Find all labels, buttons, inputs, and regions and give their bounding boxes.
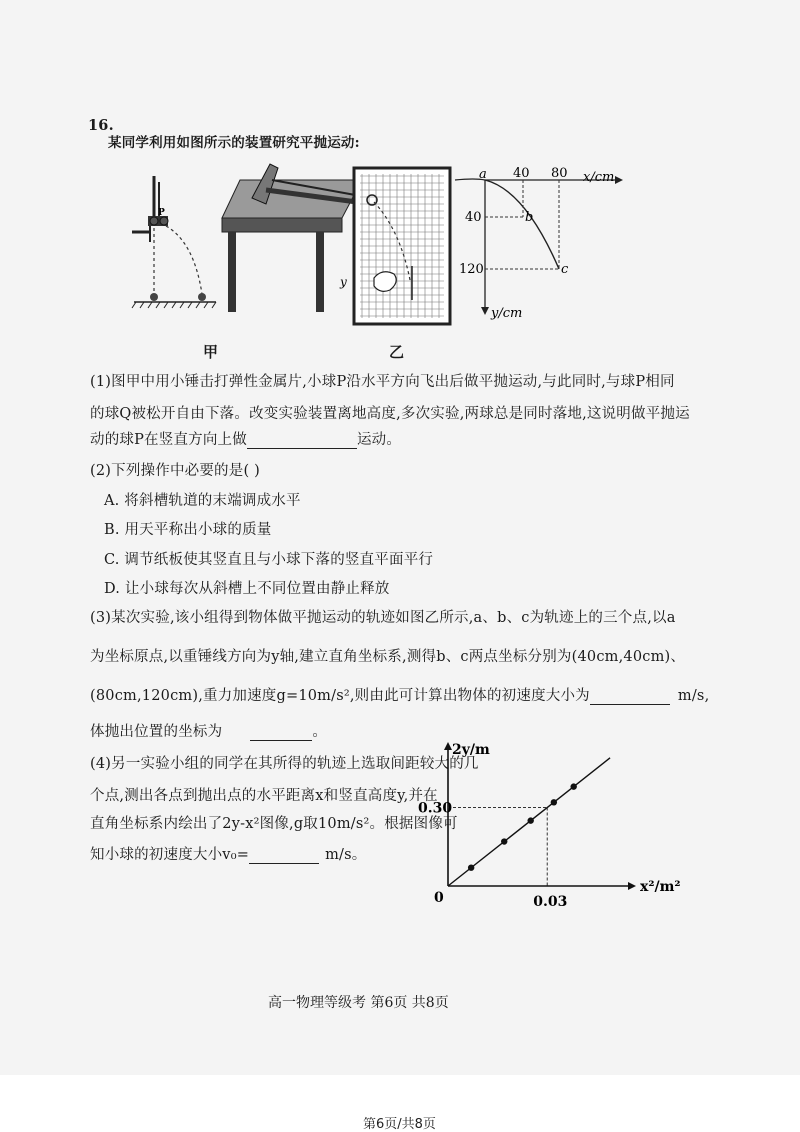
question-intro: 某同学利用如图所示的装置研究平抛运动: xyxy=(108,135,360,151)
exam-footer: 高一物理等级考 第6页 共8页 xyxy=(268,995,449,1011)
part1-line2: 的球Q被松开自由下落。改变实验装置离地高度,多次实验,两球总是同时落地,这说明做平抛运 xyxy=(90,406,690,422)
part3-line2: 为坐标原点,以重锤线方向为y轴,建立直角坐标系,测得b、c两点坐标分别为(40cm,40cm)、 xyxy=(90,649,686,665)
figure-label-jia: 甲 xyxy=(203,343,219,361)
part1-line3-a: 动的球P在竖直方向上做 xyxy=(90,432,247,448)
answer-blank-1 xyxy=(247,432,357,449)
y-axis-arrow xyxy=(444,742,452,750)
figure-bing-trajectory xyxy=(455,165,625,325)
data-point xyxy=(551,799,557,805)
part3-line4-a: 体抛出位置的坐标为 xyxy=(90,724,223,740)
part2-option-a: A. 将斜槽轨道的末端调成水平 xyxy=(104,493,301,509)
answer-blank-3 xyxy=(250,724,312,741)
yi-axis-y: y xyxy=(340,275,347,289)
part1-line1: (1)图甲中用小锤击打弹性金属片,小球P沿水平方向飞出后做平抛运动,与此同时,与球P相同 xyxy=(90,374,675,390)
part3-line4-b: 。 xyxy=(312,724,328,740)
part3-line3-b: m/s, xyxy=(677,688,710,704)
answer-blank-4 xyxy=(249,847,319,864)
figure-jia-apparatus xyxy=(126,172,226,312)
part4-line4-b: m/s。 xyxy=(325,847,367,863)
question-number: 16. xyxy=(88,117,114,134)
bing-point-a: a xyxy=(479,167,487,182)
part1-line3-b: 运动。 xyxy=(356,432,402,448)
bing-y-axis-label: y/cm xyxy=(491,306,523,321)
bing-x-tick-40: 40 xyxy=(513,166,530,181)
part4-line2: 个点,测出各点到抛出点的水平距离x和竖直高度y,并在 xyxy=(90,788,438,804)
data-point xyxy=(501,838,507,844)
origin-label: 0 xyxy=(434,890,444,906)
figure-label-yi: 乙 xyxy=(389,343,405,361)
bing-y-tick-40: 40 xyxy=(465,210,482,225)
part4-line4-a: 知小球的初速度大小v₀= xyxy=(90,847,250,863)
part4-line1: (4)另一实验小组的同学在其所得的轨迹上选取间距较大的几 xyxy=(90,756,479,772)
data-point xyxy=(570,783,576,789)
x-tick-label: 0.03 xyxy=(533,894,568,910)
bing-point-c: c xyxy=(561,262,569,277)
data-point xyxy=(527,817,533,823)
data-point xyxy=(468,864,474,870)
bing-x-axis-label: x/cm xyxy=(583,170,615,185)
part2-stem: (2)下列操作中必要的是( ) xyxy=(90,463,260,479)
y-tick-label: 0.30 xyxy=(418,800,453,817)
part3-line1: (3)某次实验,该小组得到物体做平抛运动的轨迹如图乙所示,a、b、c为轨迹上的三个点,以a xyxy=(90,610,676,626)
graph-2y-x2 xyxy=(418,740,681,910)
answer-blank-2 xyxy=(590,688,670,705)
part2-option-b: B. 用天平称出小球的质量 xyxy=(104,522,272,538)
x-axis-label: x²/m² xyxy=(640,879,681,895)
part3-line3-a: (80cm,120cm),重力加速度g=10m/s²,则由此可计算出物体的初速度大小为 xyxy=(90,688,590,704)
part2-option-d: D. 让小球每次从斜槽上不同位置由静止释放 xyxy=(104,581,390,597)
x-axis-arrow xyxy=(628,882,636,890)
figure-yi-apparatus xyxy=(222,160,456,328)
bing-y-tick-120: 120 xyxy=(459,262,484,277)
part2-option-c: C. 调节纸板使其竖直且与小球下落的竖直平面平行 xyxy=(104,552,434,568)
bing-x-tick-80: 80 xyxy=(551,166,568,181)
part4-line3: 直角坐标系内绘出了2y-x²图像,g取10m/s²。根据图像可 xyxy=(90,816,458,832)
bing-point-b: b xyxy=(525,210,534,225)
page-indicator: 第6页/共8页 xyxy=(363,1117,436,1132)
y-axis-label: 2y/m xyxy=(452,742,490,758)
label-p: P xyxy=(158,208,165,218)
